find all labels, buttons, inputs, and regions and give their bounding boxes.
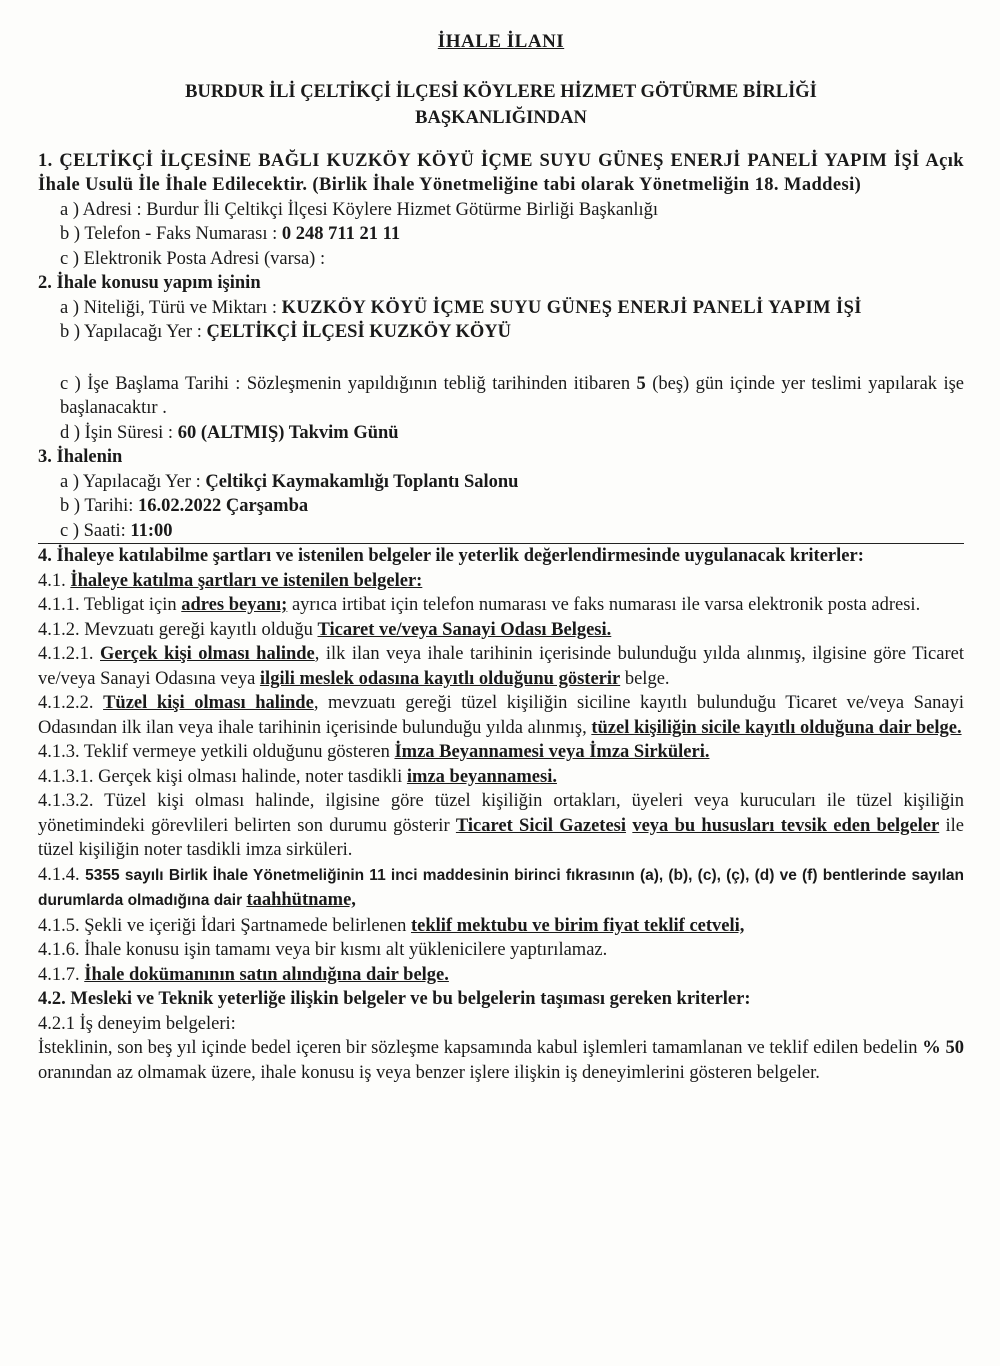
item-4-1-4-number: 4.1.4. xyxy=(38,864,86,885)
item-4-1-1-text: 4.1.1. Tebligat için xyxy=(38,595,182,615)
item-4-1-4-highlight: taahhütname, xyxy=(246,890,356,910)
item-4-1-2-2-highlight-1: Tüzel kişi olması halinde xyxy=(103,693,314,713)
org-line-1: BURDUR İLİ ÇELTİKÇİ İLÇESİ KÖYLERE HİZMET GÖTÜRME BİRLİĞİ xyxy=(185,81,817,102)
start-date-text: c ) İşe Başlama Tarihi : Sözleşmenin yapıldığının tebliğ tarihinden itibaren xyxy=(60,373,637,394)
section-4-heading: 4. İhaleye katılabilme şartları ve istenilen belgeler ile yeterlik değerlendirmesinde uygulanacak kriterler: xyxy=(38,546,864,566)
date-value: 16.02.2022 Çarşamba xyxy=(138,496,309,516)
section-3-time xyxy=(38,519,964,545)
time-value: 11:00 xyxy=(130,520,173,541)
section-4-2-heading: 4.2. Mesleki ve Teknik yeterliğe ilişkin belgeler ve bu belgelerin taşıması gereken kriterler: xyxy=(38,989,751,1009)
start-date-text-end: (beş) gün içinde yer teslimi yapılarak işe başlanacaktır . xyxy=(60,373,965,418)
item-4-1-7 xyxy=(38,963,964,988)
nature-label: a ) Niteliği, Türü ve Miktarı : xyxy=(60,297,282,318)
section-3-date xyxy=(38,494,964,519)
section-2-location xyxy=(38,320,964,345)
section-3-heading: 3. İhalenin xyxy=(38,447,123,467)
item-4-1-2-highlight: Ticaret ve/veya Sanayi Odası Belgesi. xyxy=(317,619,612,640)
document-title: İHALE İLANI xyxy=(437,31,565,52)
item-4-1-2-2-highlight-2: tüzel kişiliğin sicile kayıtlı olduğuna dair belge. xyxy=(591,717,962,738)
venue-value: Çeltikçi Kaymakamlığı Toplantı Salonu xyxy=(205,471,519,492)
item-4-1-2-1-highlight-1: Gerçek kişi olması halinde xyxy=(100,644,315,664)
phone-label: b ) Telefon - Faks Numarası : xyxy=(60,224,282,244)
time-label: c ) Saati: xyxy=(60,520,131,541)
section-4-1-number: 4.1. xyxy=(38,570,71,591)
issuing-organization xyxy=(38,79,964,131)
item-4-1-3-1 xyxy=(38,765,964,790)
blank-line xyxy=(38,345,964,372)
section-4-1-title: İhaleye katılma şartları ve istenilen belgeler: xyxy=(70,570,423,591)
item-4-2-1-text: İsteklinin, son beş yıl içinde bedel içeren bir sözleşme kapsamında kabul işlemleri tamamlanan ve teklif edilen bedelin xyxy=(38,1038,923,1058)
item-4-1-3-2 xyxy=(38,789,964,863)
item-4-1-2-1-number: 4.1.2.1. xyxy=(38,644,100,664)
item-4-1-3 xyxy=(38,740,964,765)
section-4-1-heading xyxy=(38,569,964,594)
item-4-1-7-highlight: İhale dokümanının satın alındığına dair belge. xyxy=(84,964,449,985)
section-2-start-date xyxy=(38,372,964,421)
venue-label: a ) Yapılacağı Yer : xyxy=(60,471,206,492)
item-4-1-5-highlight: teklif mektubu ve birim fiyat teklif cetveli, xyxy=(410,915,745,936)
document-body xyxy=(38,30,964,1085)
item-4-1-3-highlight: İmza Beyannamesi veya İmza Sirküleri. xyxy=(394,742,710,762)
item-4-1-3-2-text-end: ile tüzel kişiliğin noter tasdikli imza sirküleri. xyxy=(38,815,964,860)
item-4-1-2-1 xyxy=(38,642,964,691)
item-4-1-2-1-text-end: belge. xyxy=(620,668,670,689)
item-4-2-1-body xyxy=(38,1036,964,1085)
item-4-1-3-2-text: 4.1.3.2. Tüzel kişi olması halinde, ilgisine göre tüzel kişiliğin ortakları, üyeleri veya kurucuları ile tüzel kişiliğin yönetimindeki görevlileri belirten son durumu gösterir xyxy=(38,791,964,836)
phone-value: 0 248 711 21 11 xyxy=(281,224,401,244)
location-value: ÇELTİKÇİ İLÇESİ KUZKÖY KÖYÜ xyxy=(206,322,511,342)
item-4-1-2-2 xyxy=(38,691,964,740)
item-4-2-1-percent: % 50 xyxy=(922,1038,965,1058)
item-4-1-7-number: 4.1.7. xyxy=(38,964,85,985)
item-4-1-4 xyxy=(38,863,964,914)
item-4-2-1: 4.2.1 İş deneyim belgeleri: xyxy=(38,1013,236,1034)
item-4-1-3-2-highlight-2: veya bu hususları tevsik eden belgeler xyxy=(632,815,940,836)
section-2-duration xyxy=(38,421,964,446)
section-1-heading: 1. ÇELTİKÇİ İLÇESİNE BAĞLI KUZKÖY KÖYÜ İÇME SUYU GÜNEŞ ENERJİ PANELİ YAPIM İŞİ Açık İhale Usulü İle İhale Edilecektir. (Birlik İhale Yönetmeliğine tabi olarak Yönetmeliğin 18. Maddesi) xyxy=(38,150,964,195)
org-line-2: BAŞKANLIĞINDAN xyxy=(415,107,587,128)
nature-value: KUZKÖY KÖYÜ İÇME SUYU GÜNEŞ ENERJİ PANELİ YAPIM İŞİ xyxy=(281,297,862,318)
item-4-1-2-1-highlight-2: ilgili meslek odasına kayıtlı olduğunu gösterir xyxy=(259,668,621,689)
section-2-nature xyxy=(38,296,964,321)
item-4-1-1-highlight: adres beyanı; xyxy=(181,595,288,615)
item-4-1-5-text: 4.1.5. Şekli ve içeriği İdari Şartnamede belirlenen xyxy=(38,915,411,936)
item-4-1-3-1-highlight: imza beyannamesi. xyxy=(406,766,557,787)
item-4-1-1-text-end: ayrıca irtibat için telefon numarası ve faks numarası ile varsa elektronik posta adresi. xyxy=(287,595,921,615)
section-1-email: c ) Elektronik Posta Adresi (varsa) : xyxy=(60,248,326,269)
duration-value: 60 (ALTMIŞ) Takvim Günü xyxy=(177,422,399,443)
section-1-address: a ) Adresi : Burdur İli Çeltikçi İlçesi Köylere Hizmet Götürme Birliği Başkanlığı xyxy=(60,199,659,220)
item-4-1-3-text: 4.1.3. Teklif vermeye yetkili olduğunu gösteren xyxy=(38,742,395,762)
location-label: b ) Yapılacağı Yer : xyxy=(60,322,207,342)
item-4-1-2-2-text: , mevzuatı gereği tüzel kişiliğin siciline kayıtlı bulunduğu Ticaret ve/veya Sanayi Odasından ilk ilan veya ihale tarihinin içerisinde bulunduğu yılda alınmış, xyxy=(38,693,965,738)
item-4-1-2 xyxy=(38,618,964,643)
section-2-heading: 2. İhale konusu yapım işinin xyxy=(38,273,261,293)
item-4-1-4-text: 5355 sayılı Birlik İhale Yönetmeliğinin 11 inci maddesinin birinci fıkrasının (a), (b), (c), (ç), (d) ve (f) bentlerinde sayılan durumlarda olmadığına dair xyxy=(38,866,965,909)
item-4-1-2-text: 4.1.2. Mevzuatı gereği kayıtlı olduğu xyxy=(38,619,318,640)
date-label: b ) Tarihi: xyxy=(60,496,139,516)
item-4-1-5 xyxy=(38,914,964,939)
item-4-2-1-text-end: oranından az olmamak üzere, ihale konusu iş veya benzer işlere ilişkin iş deneyimlerini gösteren belgeler. xyxy=(38,1062,820,1083)
item-4-1-6: 4.1.6. İhale konusu işin tamamı veya bir kısmı alt yüklenicilere yaptırılamaz. xyxy=(38,940,608,960)
section-3-venue xyxy=(38,470,964,495)
item-4-1-1 xyxy=(38,593,964,618)
start-days: 5 xyxy=(636,373,646,394)
duration-label: d ) İşin Süresi : xyxy=(60,422,178,443)
section-1-phone xyxy=(38,222,964,247)
item-4-1-3-1-text: 4.1.3.1. Gerçek kişi olması halinde, noter tasdikli xyxy=(38,766,407,787)
item-4-1-2-2-number: 4.1.2.2. xyxy=(38,693,104,713)
item-4-1-3-2-highlight-1: Ticaret Sicil Gazetesi xyxy=(455,815,627,836)
item-4-1-2-1-text: , ilk ilan veya ihale tarihinin içerisinde bulunduğu yılda alınmış, ilgisine göre Ticaret ve/veya Sanayi Odasına veya xyxy=(38,644,964,689)
